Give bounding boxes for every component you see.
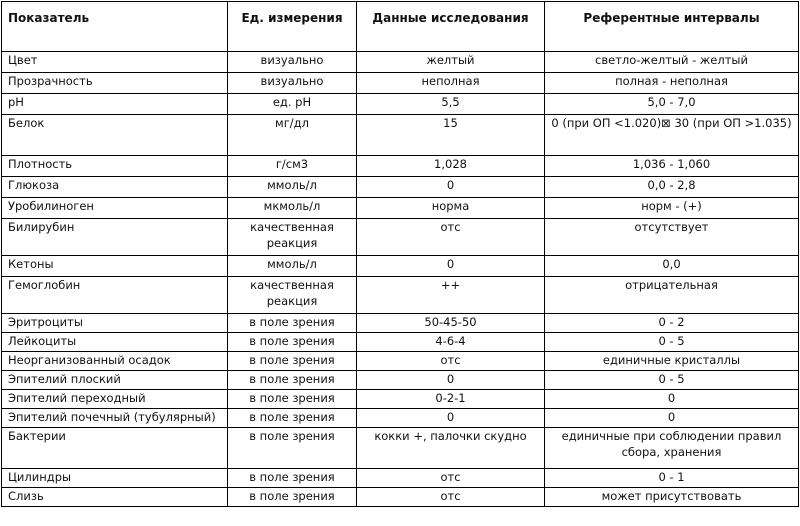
reference-range: 1,036 - 1,060 [545,156,799,177]
reference-range: 0,0 - 2,8 [545,177,799,198]
unit: в поле зрения [228,469,357,488]
unit: ммоль/л [228,177,357,198]
indicator-name: Лейкоциты [2,333,228,352]
indicator-name: Уробилиноген [2,198,228,219]
result-value: норма [357,198,545,219]
table-row [2,277,799,314]
result-value: 50-45-50 [357,314,545,333]
reference-range: 0,0 [545,256,799,277]
indicator-name: Неорганизованный осадок [2,352,228,371]
result-value: отс [357,219,545,256]
reference-range: 0 - 1 [545,469,799,488]
reference-range: единичные кристаллы [545,352,799,371]
table-row [2,428,799,469]
indicator-name: Билирубин [2,219,228,256]
result-value: 0-2-1 [357,390,545,409]
reference-range: полная - неполная [545,73,799,94]
indicator-name: pH [2,94,228,115]
reference-range: единичные при соблюдении правил сбора, хранения [545,428,799,469]
reference-range: норм - (+) [545,198,799,219]
reference-range: 0 - 5 [545,371,799,390]
result-value: 4-6-4 [357,333,545,352]
reference-range: 0 - 5 [545,333,799,352]
reference-range: светло-желтый - желтый [545,52,799,73]
unit: в поле зрения [228,314,357,333]
result-value: 1,028 [357,156,545,177]
table-row [2,314,799,333]
reference-range: отрицательная [545,277,799,314]
reference-range: 0 - 2 [545,314,799,333]
table-row [2,219,799,256]
indicator-name: Гемоглобин [2,277,228,314]
results-table [1,1,799,507]
unit: визуально [228,52,357,73]
reference-range: 5,0 - 7,0 [545,94,799,115]
unit: в поле зрения [228,428,357,469]
result-value: отс [357,352,545,371]
unit: в поле зрения [228,488,357,507]
unit: в поле зрения [228,390,357,409]
result-value: ++ [357,277,545,314]
table-row [2,94,799,115]
unit: г/см3 [228,156,357,177]
unit: мг/дл [228,115,357,156]
indicator-name: Кетоны [2,256,228,277]
indicator-name: Плотность [2,156,228,177]
result-value: отс [357,469,545,488]
indicator-name: Цвет [2,52,228,73]
indicator-name: Глюкоза [2,177,228,198]
unit: ммоль/л [228,256,357,277]
table-row [2,156,799,177]
result-value: 5,5 [357,94,545,115]
indicator-name: Эпителий почечный (тубулярный) [2,409,228,428]
table-row [2,73,799,94]
table-row [2,115,799,156]
reference-range: 0 [545,390,799,409]
unit: мкмоль/л [228,198,357,219]
reference-range: 0 (при ОП <1.020)⊠ 30 (при ОП >1.035) [545,115,799,156]
unit: в поле зрения [228,352,357,371]
result-value: отс [357,488,545,507]
result-value: 0 [357,256,545,277]
header-row [2,2,799,52]
header-result: Данные исследования [357,2,545,52]
header-reference: Референтные интервалы [545,2,799,52]
indicator-name: Белок [2,115,228,156]
table-row [2,198,799,219]
unit: в поле зрения [228,409,357,428]
table-row [2,469,799,488]
result-value: кокки +, палочки скудно [357,428,545,469]
indicator-name: Эпителий переходный [2,390,228,409]
unit: ед. pH [228,94,357,115]
indicator-name: Прозрачность [2,73,228,94]
unit: качественная реакция [228,277,357,314]
indicator-name: Слизь [2,488,228,507]
header-indicator: Показатель [2,2,228,52]
reference-range: отсутствует [545,219,799,256]
table-row [2,371,799,390]
result-value: 0 [357,371,545,390]
table-row [2,52,799,73]
unit: в поле зрения [228,333,357,352]
table-row [2,409,799,428]
indicator-name: Эпителий плоский [2,371,228,390]
result-value: 0 [357,409,545,428]
indicator-name: Эритроциты [2,314,228,333]
unit: качественная реакция [228,219,357,256]
table-row [2,352,799,371]
result-value: желтый [357,52,545,73]
table-row [2,333,799,352]
indicator-name: Цилиндры [2,469,228,488]
indicator-name: Бактерии [2,428,228,469]
result-value: 15 [357,115,545,156]
reference-range: 0 [545,409,799,428]
table-row [2,177,799,198]
result-value: 0 [357,177,545,198]
result-value: неполная [357,73,545,94]
unit: в поле зрения [228,371,357,390]
header-unit: Ед. измерения [228,2,357,52]
table-row [2,390,799,409]
reference-range: может присутствовать [545,488,799,507]
table-row [2,256,799,277]
unit: визуально [228,73,357,94]
table-row [2,488,799,507]
